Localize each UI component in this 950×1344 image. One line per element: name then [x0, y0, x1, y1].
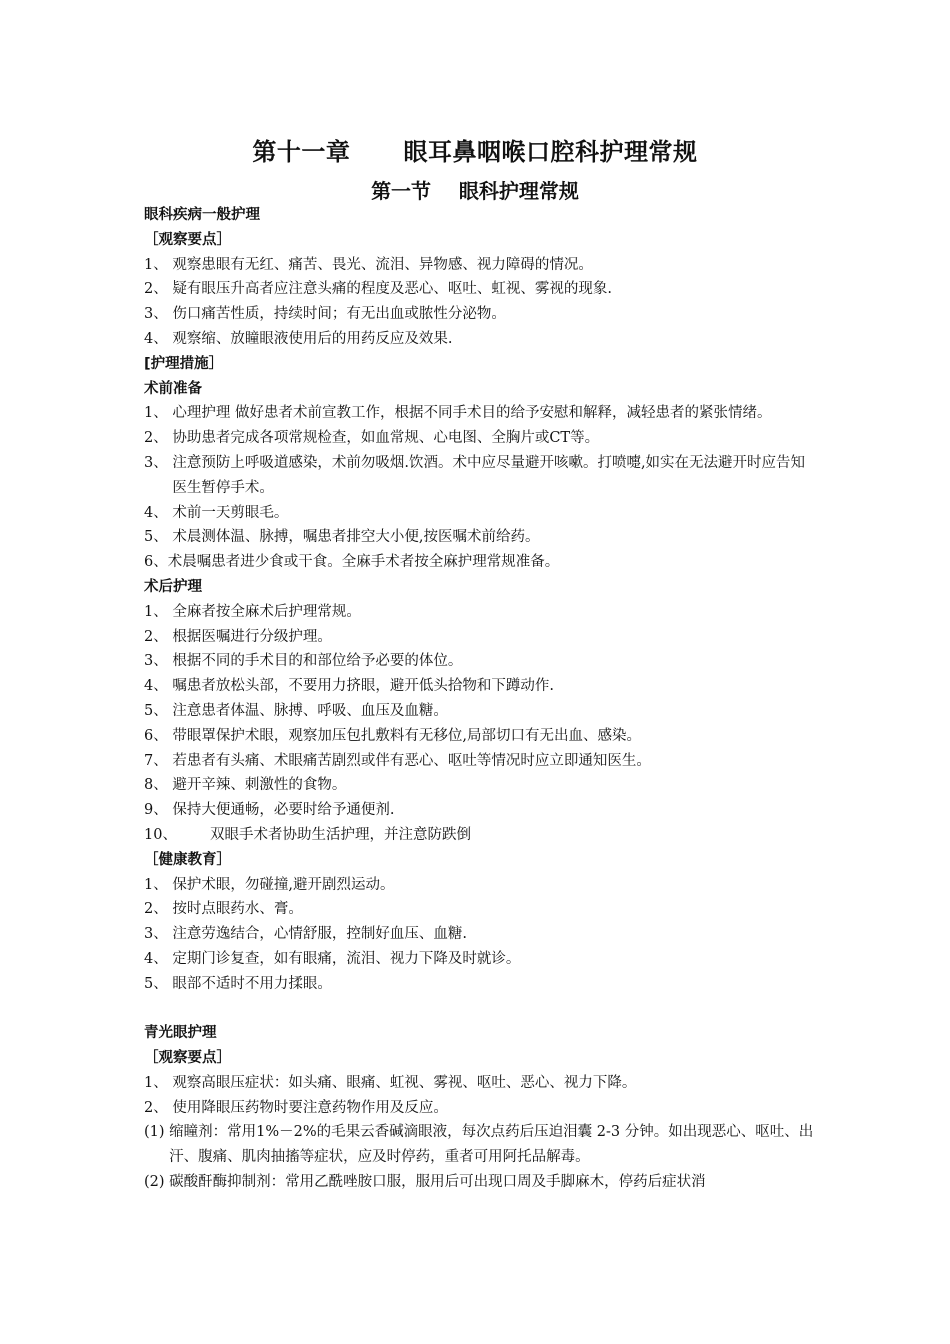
list-item-number: 7、 — [144, 752, 173, 769]
list-item — [144, 1120, 814, 1170]
list-item — [144, 501, 814, 526]
list-item — [144, 277, 814, 302]
list-item-text: 嘱患者放松头部，不要用力挤眼，避开低头拾物和下蹲动作. — [172, 678, 554, 695]
list-item — [144, 947, 814, 972]
list-item-text: 注意劳逸结合，心情舒服，控制好血压、血糖. — [172, 926, 467, 943]
list-item-number: 1、 — [144, 256, 173, 273]
list-item — [144, 426, 814, 451]
list-item — [144, 1170, 814, 1195]
list-item-text: 保持大便通畅，必要时给予通便剂. — [172, 802, 395, 819]
list-item — [144, 302, 814, 327]
list-item — [144, 699, 814, 724]
list-item-text: 按时点眼药水、膏。 — [172, 901, 303, 918]
list-item-number: 1、 — [144, 1074, 173, 1091]
list-item-text: 根据不同的手术目的和部位给予必要的体位。 — [172, 653, 463, 670]
list-item-number: 5、 — [144, 529, 173, 546]
list-item-text: 观察高眼压症状：如头痛、眼痛、虹视、雾视、呕吐、恶心、视力下降。 — [172, 1074, 637, 1091]
list-item-number: 8、 — [144, 777, 173, 794]
list-item — [144, 1096, 814, 1121]
list-item — [144, 625, 814, 650]
section-heading: 青光眼护理 — [144, 1025, 217, 1042]
list-item-text: 术晨测体温、脉搏，嘱患者排空大小便,按医嘱术前给药。 — [172, 529, 540, 546]
section-title: 第一节 眼科护理常规 — [371, 179, 579, 203]
section-heading: ［观察要点］ — [144, 1050, 231, 1067]
list-item-text: 若患者有头痛、术眼痛苦剧烈或伴有恶心、呕吐等情况时应立即通知医生。 — [172, 752, 651, 769]
list-item-text: 伤口痛苦性质，持续时间；有无出血或脓性分泌物。 — [172, 306, 506, 323]
list-item-number: 3、 — [144, 926, 173, 943]
list-item — [144, 972, 814, 997]
list-item-number: 4、 — [144, 330, 173, 347]
list-item — [144, 823, 814, 848]
list-item-number: 4、 — [144, 678, 173, 695]
blank-line — [144, 997, 814, 1022]
list-item-text: 双眼手术者协助生活护理，并注意防跌倒 — [210, 826, 471, 843]
list-item-text: 协助患者完成各项常规检查，如血常规、心电图、全胸片或CT等。 — [172, 430, 600, 447]
list-item-number: 6、 — [144, 727, 173, 744]
list-item — [144, 1071, 814, 1096]
list-item — [144, 253, 814, 278]
section-heading: 术前准备 — [144, 380, 202, 397]
list-item-text: 观察患眼有无红、痛苦、畏光、流泪、异物感、视力障碍的情况。 — [172, 256, 593, 273]
list-item-number: 2、 — [144, 281, 173, 298]
list-item-text: 全麻者按全麻术后护理常规。 — [172, 603, 361, 620]
chapter-title: 第十一章 眼耳鼻咽喉口腔科护理常规 — [252, 138, 698, 166]
list-item-number: 4、 — [144, 950, 173, 967]
section-heading: [护理措施］ — [144, 355, 224, 372]
list-item-number: 2、 — [144, 430, 173, 447]
list-item — [144, 674, 814, 699]
list-item-text: 眼部不适时不用力揉眼。 — [172, 975, 332, 992]
list-item-number: 4、 — [144, 504, 173, 521]
list-item-number: 5、 — [144, 702, 173, 719]
list-item-text: 注意患者体温、脉搏、呼吸、血压及血糖。 — [172, 702, 448, 719]
list-item-number: 3、 — [144, 653, 173, 670]
list-item-text: 带眼罩保护术眼，观察加压包扎敷料有无移位,局部切口有无出血、感染。 — [172, 727, 641, 744]
list-item-number: 9、 — [144, 802, 173, 819]
list-item-number: 1、 — [144, 603, 173, 620]
list-item-number: 5、 — [144, 975, 173, 992]
list-item-text: 注意预防上呼吸道感染，术前勿吸烟.饮酒。术中应尽量避开咳嗽。打喷嚏,如实在无法避开时应告知医生暂停手术。 — [172, 454, 806, 496]
list-item-number: (1) — [144, 1124, 170, 1141]
list-item-text: 根据医嘱进行分级护理。 — [172, 628, 332, 645]
list-item-number: 6、 — [144, 554, 168, 571]
list-item — [144, 649, 814, 674]
list-item-text: 缩瞳剂：常用1%－2%的毛果云香碱滴眼液，每次点药后压迫泪囊 2-3 分钟。如出现恶心、呕吐、出汗、腹痛、肌肉抽搐等症状，应及时停药，重者可用阿托品解毒。 — [169, 1124, 814, 1166]
list-item — [144, 873, 814, 898]
list-item — [144, 798, 814, 823]
section-heading: 术后护理 — [144, 578, 202, 595]
list-item — [144, 922, 814, 947]
list-item-text: 定期门诊复查，如有眼痛，流泪、视力下降及时就诊。 — [172, 950, 521, 967]
list-item-text: 保护术眼，勿碰撞,避开剧烈运动。 — [172, 876, 395, 893]
list-item — [144, 897, 814, 922]
list-item — [144, 773, 814, 798]
list-item-number: 3、 — [144, 454, 173, 471]
list-item-text: 碳酸酐酶抑制剂：常用乙酰唑胺口服，服用后可出现口周及手脚麻木，停药后症状消 — [169, 1174, 706, 1191]
section-heading: ［健康教育］ — [144, 851, 231, 868]
list-item — [144, 724, 814, 749]
list-item-text: 术晨嘱患者进少食或干食。全麻手术者按全麻护理常规准备。 — [167, 554, 560, 571]
list-item-number: 1、 — [144, 405, 173, 422]
list-item-text: 观察缩、放瞳眼液使用后的用药反应及效果. — [172, 330, 453, 347]
list-item-number: 2、 — [144, 628, 173, 645]
list-item-number: 1、 — [144, 876, 173, 893]
list-item — [144, 749, 814, 774]
list-item — [144, 327, 814, 352]
list-item-number: 3、 — [144, 306, 173, 323]
list-item-number: (2) — [144, 1174, 170, 1191]
section-heading: 眼科疾病一般护理 — [144, 207, 260, 223]
list-item-text: 心理护理 做好患者术前宣教工作，根据不同手术目的给予安慰和解释，减轻患者的紧张情绪。 — [172, 405, 772, 422]
list-item-text: 使用降眼压药物时要注意药物作用及反应。 — [172, 1099, 448, 1116]
list-item-text: 疑有眼压升高者应注意头痛的程度及恶心、呕吐、虹视、雾视的现象. — [172, 281, 612, 298]
list-item — [144, 550, 814, 575]
list-item-text: 避开辛辣、刺激性的食物。 — [172, 777, 347, 794]
list-item-number: 2、 — [144, 901, 173, 918]
list-item-number: 2、 — [144, 1099, 173, 1116]
document-body — [144, 203, 814, 1195]
list-item — [144, 600, 814, 625]
list-item-text: 术前一天剪眼毛。 — [172, 504, 289, 521]
list-item-number: 10、 — [144, 826, 177, 843]
list-item — [144, 401, 814, 426]
section-heading: ［观察要点］ — [144, 231, 231, 248]
list-item — [144, 451, 814, 501]
list-item — [144, 525, 814, 550]
